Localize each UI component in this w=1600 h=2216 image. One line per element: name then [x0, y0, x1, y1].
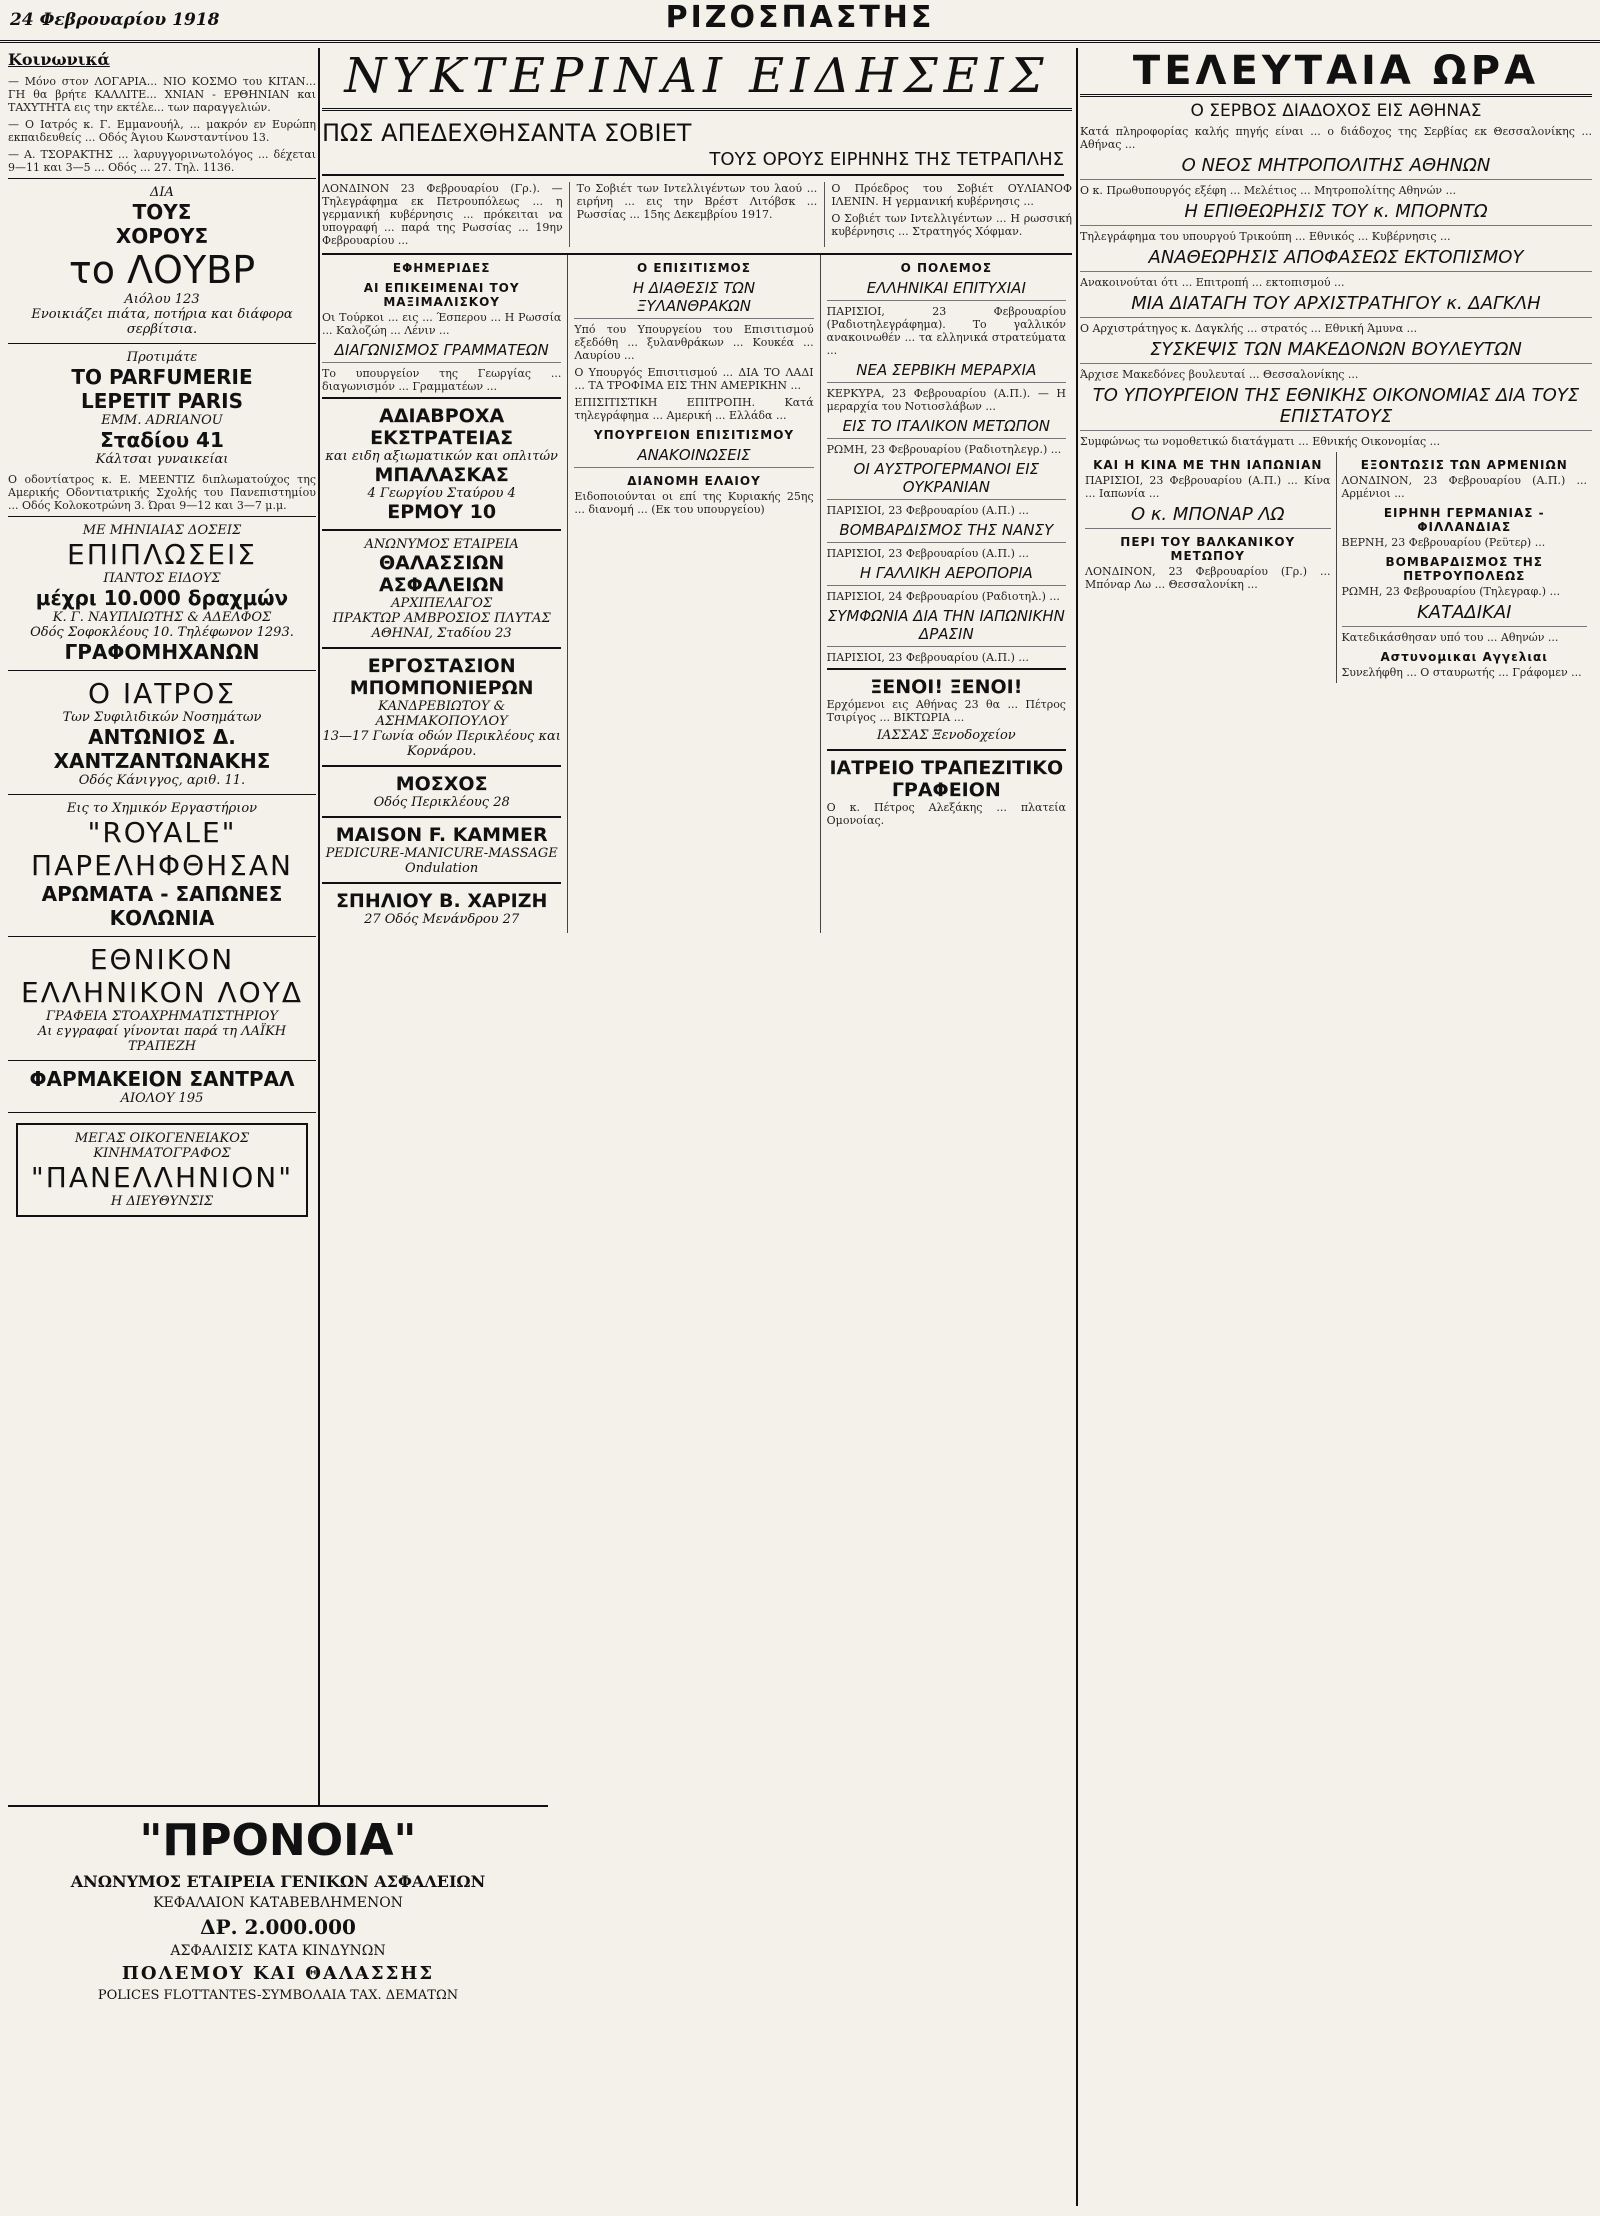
article-heading: ΕΞΟΝΤΩΣΙΣ ΤΩΝ ΑΡΜΕΝΙΩΝ [1360, 458, 1568, 472]
ad-line: "ΠΑΝΕΛΛΗΝΙΟΝ" [30, 1161, 294, 1194]
ad-line: ΑΘΗΝΑΙ, Σταδίου 23 [371, 626, 512, 641]
article-paragraph: Οι Τούρκοι ... εις ... Έσπερου ... Η Ρωσσία ... Καλοζώη ... Λένιν ... [322, 311, 562, 337]
ad-line: ΔΙΑ [150, 185, 174, 200]
article-heading: ΜΙΑ ΔΙΑΤΑΓΗ ΤΟΥ ΑΡΧΙΣΤΡΑΤΗΓΟΥ κ. ΔΑΓΚΛΗ [1080, 293, 1592, 318]
article-paragraph: ΠΑΡΙΣΙΟΙ, 23 Φεβρουαρίου (Α.Π.) ... [826, 651, 1029, 664]
article-paragraph: Ο Σοβιέτ των Ιντελλιγέντων ... Η ρωσσική κυβέρνησις ... Στρατηγός Χόφμαν. [831, 212, 1072, 238]
ad-line: ΞΕΝΟΙ! ΞΕΝΟΙ! [870, 676, 1023, 698]
ad-cinema [8, 1112, 316, 1227]
ad-line: ΓΡΑΦΕΙΑ ΣΤΟΑΧΡΗΜΑΤΙΣΤΗΡΙΟΥ [45, 1009, 279, 1024]
section-heading: ΥΠΟΥΡΓΕΙΟΝ ΕΠΙΣΙΤΙΣΜΟΥ [593, 428, 795, 442]
article-heading: ΔΙΑΝΟΜΗ ΕΛΑΙΟΥ [627, 474, 761, 488]
article-paragraph: ΛΟΝΔΙΝΟΝ, 23 Φεβρουαρίου (Α.Π.) ... Αρμένιοι ... [1341, 474, 1587, 500]
ad-line: ΑΡΧΙΠΕΛΑΓΟΣ [391, 596, 493, 611]
subcolumn-efimerides [322, 255, 567, 933]
article-paragraph: ΒΕΡΝΗ, 23 Φεβρουαρίου (Ρεϋτερ) ... [1341, 536, 1546, 549]
ad-line: Σταδίου 41 [100, 428, 224, 452]
ad-line: ΑΝΩΝΥΜΟΣ ΕΤΑΙΡΕΙΑ [364, 537, 519, 552]
article-heading: Η ΓΑΛΛΙΚΗ ΑΕΡΟΠΟΡΙΑ [827, 564, 1066, 586]
ad-line: ΚΟΛΩΝΙΑ [109, 906, 215, 930]
lead-article [322, 182, 1072, 247]
ad-line: ΕΡΜΟΥ 10 [387, 501, 497, 523]
section-heading: ΕΦΗΜΕΡΙΔΕΣ [392, 261, 491, 275]
ad-line: το ΛΟΥΒΡ [68, 248, 256, 292]
ad-line: 27 Οδός Μενάνδρου 27 [364, 912, 520, 927]
ad-line: ΜΠΑΛΑΣΚΑΣ [374, 464, 509, 486]
ad-ortho [322, 882, 561, 933]
ad-line: Προτιμάτε [126, 350, 198, 365]
lead-headline: ΠΩΣ ΑΠΕΔΕΧΘΗΣΑΝΤΑ ΣΟΒΙΕΤ [322, 119, 692, 147]
ad-line: ΤΟΥΣ [132, 200, 192, 224]
ad-line: ΑΔΙΑΒΡΟΧΑ ΕΚΣΤΡΑΤΕΙΑΣ [370, 405, 514, 449]
article-paragraph: ΛΟΝΔΙΝΟΝ, 23 Φεβρουαρίου (Γρ.) ... Μπόναρ Λω ... Θεσσαλονίκη ... [1085, 565, 1331, 591]
last-hour-column [1080, 48, 1592, 2206]
ad-line: ΕΡΓΟΣΤΑΣΙΟΝ [367, 655, 516, 677]
article-heading: Ο κ. ΜΠΟΝΑΡ ΛΩ [1085, 504, 1331, 529]
ad-line: ΑΝΩΝΥΜΟΣ ΕΤΑΙΡΕΙΑ ΓΕΝΙΚΩΝ ΑΣΦΑΛΕΙΩΝ [70, 1872, 486, 1891]
subcolumn-episitismos [567, 255, 819, 933]
ad-iatros [8, 670, 316, 794]
article-heading: ΤΟ ΥΠΟΥΡΓΕΙΟΝ ΤΗΣ ΕΘΝΙΚΗΣ ΟΙΚΟΝΟΜΙΑΣ ΔΙΑ ΤΟΥΣ ΕΠΙΣΤΑΤΟΥΣ [1080, 385, 1592, 431]
article-paragraph: ΡΩΜΗ, 23 Φεβρουαρίου (Ραδιοτηλεγρ.) ... [826, 443, 1062, 456]
article-heading: ΒΟΜΒΑΡΔΙΣΜΟΣ ΤΗΣ ΠΕΤΡΟΥΠΟΛΕΩΣ [1385, 555, 1543, 583]
ad-line: ΜΕ ΜΗΝΙΑΙΑΣ ΔΟΣΕΙΣ [82, 523, 242, 538]
article-heading: ΟΙ ΑΥΣΤΡΟΓΕΡΜΑΝΟΙ ΕΙΣ ΟΥΚΡΑΝΙΑΝ [827, 460, 1066, 500]
ad-adiavrocha [322, 397, 561, 529]
article-paragraph: ΠΑΡΙΣΙΟΙ, 23 Φεβρουαρίου (Α.Π.) ... Κίνα ... Ιαπωνία ... [1085, 474, 1331, 500]
article-paragraph: ΠΑΡΙΣΙΟΙ, 23 Φεβρουαρίου (Ραδιοτηλεγράφημα). Το γαλλικόν ανακοινωθέν ... τα ελληνικά στρατεύματα ... [826, 305, 1066, 357]
social-paragraph: — Α. ΤΣΟΡΑΚΤΗΣ ... λαρυγγορινωτολόγος ... δέχεται 9—11 και 3—5 ... Οδός ... 27. Τηλ. 1136. [8, 148, 316, 174]
section-title: ΤΕΛΕΥΤΑΙΑ ΩΡΑ [1080, 48, 1592, 97]
article-heading: ΔΙΑΓΩΝΙΣΜΟΣ ΓΡΑΜΜΑΤΕΩΝ [322, 341, 561, 363]
ad-line: Αι εγγραφαί γίνονται παρά τη ΛΑΪΚΗ ΤΡΑΠΕΖΗ [37, 1024, 287, 1054]
ad-line: ΠΡΑΚΤΩΡ ΑΜΒΡΟΣΙΟΣ ΠΛΥΤΑΣ [332, 611, 551, 626]
article-paragraph: ΡΩΜΗ, 23 Φεβρουαρίου (Τηλεγραφ.) ... [1341, 585, 1561, 598]
ad-line: Οδός Κάνιγγος, αριθ. 11. [78, 773, 246, 788]
article-heading: ΝΕΑ ΣΕΡΒΙΚΗ ΜΕΡΑΡΧΙΑ [827, 361, 1066, 383]
ad-louvre [8, 178, 316, 343]
ad-line: ΜΕΓΑΣ ΟΙΚΟΓΕΝΕΙΑΚΟΣ ΚΙΝΗΜΑΤΟΓΡΑΦΟΣ [74, 1131, 250, 1161]
ad-line: Ο κ. Πέτρος Αλεξάκης ... πλατεία Ομονοίας. [826, 801, 1066, 827]
ad-line: Οδός Περικλέους 28 [373, 795, 510, 810]
ad-line: 4 Γεωργίου Σταύρου 4 [367, 486, 516, 501]
article-paragraph: ΕΠΙΣΙΤΙΣΤΙΚΗ ΕΠΙΤΡΟΠΗ. Κατά τηλεγράφημα ... Αμερική ... Ελλάδα ... [574, 396, 814, 422]
ad-xenoi [827, 668, 1066, 749]
section-heading: Ο ΕΠΙΣΙΤΙΣΜΟΣ [637, 261, 751, 275]
article-heading: Ο ΝΕΟΣ ΜΗΤΡΟΠΟΛΙΤΗΣ ΑΘΗΝΩΝ [1080, 155, 1592, 180]
issue-date: 24 Φεβρουαρίου 1918 [10, 10, 220, 30]
ad-line: 13—17 Γωνία οδών Περικλέους και Κορνάρου. [322, 729, 561, 759]
ad-line: "ROYALE" [87, 816, 237, 849]
ad-lloyd [8, 936, 316, 1060]
subcolumn-polemos [820, 255, 1072, 933]
article-paragraph: Κατά πληροφορίας καλής πηγής είναι ... ο διάδοχος της Σερβίας εκ Θεσσαλονίκης ... Αθήνας ... [1080, 125, 1592, 151]
newspaper-name: ΡΙΖΟΣΠΑΣΤΗΣ [665, 0, 935, 35]
ad-line: Οδός Σοφοκλέους 10. Τηλέφωνον 1293. [30, 625, 294, 640]
ad-epiploseis [8, 516, 316, 670]
article-paragraph: Συμφώνως τω νομοθετικώ διατάγματι ... Εθνικής Οικονομίας ... [1080, 435, 1441, 448]
article-paragraph: Κατεδικάσθησαν υπό του ... Αθηνών ... [1341, 631, 1559, 644]
article-paragraph: Τηλεγράφημα του υπουργού Τρικούπη ... Εθνικός ... Κυβέρνησις ... [1080, 230, 1451, 243]
ad-pharmacy [8, 1060, 316, 1112]
article-paragraph: Ο κ. Πρωθυπουργός εξέφη ... Μελέτιος ... Μητροπολίτης Αθηνών ... [1080, 184, 1457, 197]
ad-line: ΑΝΤΩΝΙΟΣ Δ. ΧΑΝΤΖΑΝΤΩΝΑΚΗΣ [53, 725, 271, 773]
ad-line: Εις το Χημικόν Εργαστήριον [66, 801, 258, 816]
article-paragraph: Το υπουργείον της Γεωργίας ... διαγωνισμόν ... Γραμματέων ... [322, 367, 562, 393]
social-kicker: Κοινωνικά [8, 50, 110, 69]
doctor-note: Ο οδοντίατρος κ. Ε. ΜΕΕΝΤΙΖ διπλωματούχος της Αμερικής Οδοντιατρικής Σχολής του Πανεπιστημίου ... Οδός Κολοκοτρώνη 3. Ώραι 9—12 και 3—7 μ.μ. [8, 473, 316, 512]
article-paragraph: Το Σοβιέτ των Ιντελλιγέντων του λαού ... ειρήνη ... εις την Βρέστ Λιτόβσκ ... Ρωσσίας ... 15ης Δεκεμβρίου 1917. [576, 182, 818, 221]
ad-line: μέχρι 10.000 δραχμών [35, 586, 289, 610]
ad-line: Κ. Γ. ΝΑΥΠΛΙΩΤΗΣ & ΑΔΕΛΦΟΣ [52, 610, 272, 625]
ad-line: PEDICURE-MANICURE-MASSAGE Ondulation [325, 846, 558, 876]
ad-line: Κάλτσαι γυναικείαι [95, 452, 229, 467]
ad-line: Των Συφιλιδικών Νοσημάτων [62, 710, 262, 725]
subcolumn-right [1336, 452, 1593, 683]
article-paragraph: Ειδοποιούνται οι επί της Κυριακής 25ης ... διανομή ... (Εκ του υπουργείου) [574, 490, 814, 516]
article-heading: ΣΥΣΚΕΨΙΣ ΤΩΝ ΜΑΚΕΔΟΝΩΝ ΒΟΥΛΕΥΤΩΝ [1080, 339, 1592, 364]
social-paragraph: — Μόνο στον ΛΟΓΑΡΙΑ... ΝΙΟ ΚΟΣΜΟ του ΚΙΤΑΝ... ΓΗ θα βρήτε ΚΑΛΛΙΤΕ... ΧΝΙΑΝ - ΕΡΘΗΝΙΑΝ και ΤΑΧΥΤΗΤΑ εις την εκτέλε... των παραγγελιών. [8, 75, 316, 114]
article-heading: Αστυνομικαι Αγγελιαι [1380, 650, 1548, 664]
ad-pronoia [8, 1805, 548, 2207]
ad-moschos [322, 765, 561, 816]
ad-line: ΜΠΟΜΠΟΝΙΕΡΩΝ [349, 677, 534, 699]
ad-line: ΤΟ PARFUMERIE [71, 365, 253, 389]
ad-line: ΜΟΣΧΟΣ [395, 773, 488, 795]
ad-line: Η ΔΙΕΥΘΥΝΣΙΣ [110, 1194, 214, 1209]
article-heading: ΕΛΛΗΝΙΚΑΙ ΕΠΙΤΥΧΙΑΙ [827, 279, 1066, 301]
article-paragraph: ΛΟΝΔΙΝΟΝ 23 Φεβρουαρίου (Γρ.). — Τηλεγράφημα εκ Πετρουπόλεως ... η γερμανική κυβέρνησις ... πρόκειται να υπογραφή ... παρά της Ρωσσίας ... 19ην Φεβρουαρίου ... [322, 182, 563, 247]
article-heading: Η ΔΙΑΘΕΣΙΣ ΤΩΝ ΞΥΛΑΝΘΡΑΚΩΝ [574, 279, 813, 319]
article-heading: ΚΑΤΑΔΙΚΑΙ [1342, 602, 1588, 627]
ad-line: ΠΑΡΕΛΗΦΘΗΣΑΝ [31, 849, 293, 882]
ad-thalassion [322, 529, 561, 647]
ad-line: ΑΣΦΑΛΙΣΙΣ ΚΑΤΑ ΚΙΝΔΥΝΩΝ [170, 1943, 386, 1959]
ad-line: MAISON F. KAMMER [335, 824, 548, 846]
ad-line: ΙΑΤΡΕΙΟ ΤΡΑΠΕΖΙΤΙΚΟ ΓΡΑΦΕΙΟΝ [829, 757, 1064, 801]
article-paragraph: ΠΑΡΙΣΙΟΙ, 23 Φεβρουαρίου (Α.Π.) ... [826, 547, 1029, 560]
article-heading: ΕΙΡΗΝΗ ΓΕΡΜΑΝΙΑΣ - ΦΙΛΛΑΝΔΙΑΣ [1383, 506, 1545, 534]
article-heading: ΒΟΜΒΑΡΔΙΣΜΟΣ ΤΗΣ ΝΑΝΣΥ [827, 521, 1066, 543]
ad-line: ΑΙΟΛΟΥ 195 [120, 1091, 204, 1106]
ad-line: ΙΑΣΣΑΣ Ξενοδοχείον [876, 728, 1016, 743]
ad-line: POLICES FLOTTANTES-ΣΥΜΒΟΛΑΙΑ ΤΑΧ. ΔΕΜΑΤΩΝ [97, 1988, 459, 2003]
article-paragraph: Άρχισε Μακεδόνες βουλευταί ... Θεσσαλονίκης ... [1080, 368, 1359, 381]
ad-line: Ενοικιάζει πιάτα, ποτήρια και διάφορα σερβίτσια. [31, 307, 293, 337]
article-paragraph: Υπό του Υπουργείου του Επισιτισμού εξεδόθη ... ξυλανθράκων ... Κουκέα ... Λαυρίου ... [574, 323, 814, 362]
article-paragraph: Ανακοινούται ότι ... Επιτροπή ... εκτοπισμού ... [1080, 276, 1345, 289]
article-heading: ΠΕΡΙ ΤΟΥ ΒΑΛΚΑΝΙΚΟΥ ΜΕΤΩΠΟΥ [1120, 535, 1296, 563]
ad-line: Ερχόμενοι εις Αθήνας 23 θα ... Πέτρος Τσιρίγος ... ΒΙΚΤΩΡΙΑ ... [826, 698, 1066, 724]
section-title: ΝΥΚΤΕΡΙΝΑΙ ΕΙΔΗΣΕΙΣ [322, 48, 1072, 111]
ad-line: Αιόλου 123 [124, 292, 200, 307]
ad-ergostasion [322, 647, 561, 765]
article-heading: ΑΝΑΚΟΙΝΩΣΕΙΣ [574, 446, 813, 468]
ad-line: ΣΠΗΛΙΟΥ Β. ΧΑΡΙΖΗ [335, 890, 548, 912]
lead-subheadline: ΤΟΥΣ ΟΡΟΥΣ ΕΙΡΗΝΗΣ ΤΗΣ ΤΕΤΡΑΠΛΗΣ [322, 149, 1064, 176]
article-paragraph: ΠΑΡΙΣΙΟΙ, 24 Φεβρουαρίου (Ραδιοτηλ.) ... [826, 590, 1060, 603]
news-subcolumns [322, 253, 1072, 933]
ad-line: ΕΠΙΠΛΩΣΕΙΣ [67, 538, 257, 571]
column-rule [1076, 48, 1078, 2206]
article-paragraph: Ο Υπουργός Επισιτισμού ... ΔΙΑ ΤΟ ΛΑΔΙ ... ΤΑ ΤΡΟΦΙΜΑ ΕΙΣ ΤΗΝ ΑΜΕΡΙΚΗΝ ... [574, 366, 814, 392]
article-paragraph: ΠΑΡΙΣΙΟΙ, 23 Φεβρουαρίου (Α.Π.) ... [826, 504, 1029, 517]
ad-line: ΠΑΝΤΟΣ ΕΙΔΟΥΣ [103, 571, 221, 586]
article-heading: Η ΕΠΙΘΕΩΡΗΣΙΣ ΤΟΥ κ. ΜΠΟΡΝΤΩ [1080, 201, 1592, 226]
masthead [0, 0, 1600, 43]
ad-line: "ΠΡΟΝΟΙΑ" [139, 1815, 417, 1866]
ad-line: Ο ΙΑΤΡΟΣ [87, 677, 237, 710]
ad-line: ΓΡΑΦΟΜΗΧΑΝΩΝ [64, 640, 260, 664]
article-paragraph: Συνελήφθη ... Ο σταυρωτής ... Γράφομεν ... [1341, 666, 1582, 679]
ad-parfumerie [8, 343, 316, 473]
article-heading: ΑΙ ΕΠΙΚΕΙΜΕΝΑΙ ΤΟΥ ΜΑΞΙΜΑΛΙΣΚΟΥ [363, 281, 520, 309]
ad-line: ΑΡΩΜΑΤΑ - ΣΑΠΩΝΕΣ [41, 882, 283, 906]
ad-line: ΕΘΝΙΚΟΝ [89, 943, 235, 976]
ad-line: ΘΑΛΑΣΣΙΩΝ ΑΣΦΑΛΕΙΩΝ [378, 552, 505, 596]
ad-line: ΔΡ. 2.000.000 [200, 1915, 356, 1939]
article-paragraph: Ο Αρχιστράτηγος κ. Δαγκλής ... στρατός ... Εθνική Άμυνα ... [1080, 322, 1418, 335]
subcolumn-left [1080, 452, 1336, 683]
last-hour-subcolumns [1080, 452, 1592, 683]
ad-line: ΦΑΡΜΑΚΕΙΟΝ ΣΑΝΤΡΑΛ [29, 1067, 295, 1091]
ad-line: EMM. ADRIANOU [101, 413, 223, 428]
ad-iatreio [827, 749, 1066, 837]
ad-royale [8, 794, 316, 936]
ad-line: ΚΕΦΑΛΑΙΟΝ ΚΑΤΑΒΕΒΛΗΜΕΝΟΝ [153, 1895, 403, 1911]
article-heading: ΕΙΣ ΤΟ ΙΤΑΛΙΚΟΝ ΜΕΤΩΠΟΝ [827, 417, 1066, 439]
ad-line: ΚΑΝΔΡΕΒΙΩΤΟΥ & ΑΣΗΜΑΚΟΠΟΥΛΟΥ [375, 699, 508, 729]
ad-line: και ειδη αξιωματικών και οπλιτών [325, 449, 558, 464]
ad-line: ΠΟΛΕΜΟΥ ΚΑΙ ΘΑΛΑΣΣΗΣ [121, 1963, 435, 1984]
article-paragraph: ΚΕΡΚΥΡΑ, 23 Φεβρουαρίου (Α.Π.). — Η μεραρχία του Νοτιοσλάβων ... [826, 387, 1066, 413]
article-heading: ΑΝΑΘΕΩΡΗΣΙΣ ΑΠΟΦΑΣΕΩΣ ΕΚΤΟΠΙΣΜΟΥ [1080, 247, 1592, 272]
article-heading: ΚΑΙ Η ΚΙΝΑ ΜΕ ΤΗΝ ΙΑΠΩΝΙΑΝ [1093, 458, 1323, 472]
ad-line: LEPETIT PARIS [81, 389, 243, 413]
ad-line: ΕΛΛΗΝΙΚΟΝ ΛΟΥΔ [21, 976, 303, 1009]
ad-line: ΧΟΡΟΥΣ [115, 224, 209, 248]
section-heading: Ο ΠΟΛΕΜΟΣ [900, 261, 993, 275]
lead-headline: Ο ΣΕΡΒΟΣ ΔΙΑΔΟΧΟΣ ΕΙΣ ΑΘΗΝΑΣ [1190, 101, 1482, 121]
article-heading: ΣΥΜΦΩΝΙΑ ΔΙΑ ΤΗΝ ΙΑΠΩΝΙΚΗΝ ΔΡΑΣΙΝ [827, 607, 1066, 647]
ad-kammer [322, 816, 561, 882]
social-paragraph: — Ο Ιατρός κ. Γ. Εμμανουήλ, ... μακρόν εν Ευρώπη εκπαιδευθείς ... Οδός Άγιου Κωνσταντίνου 13. [8, 118, 316, 144]
article-paragraph: Ο Πρόεδρος του Σοβιέτ ΟΥΛΙΑΝΟΦ ΙΛΕΝΙΝ. Η γερμανική κυβέρνησις ... [831, 182, 1072, 208]
